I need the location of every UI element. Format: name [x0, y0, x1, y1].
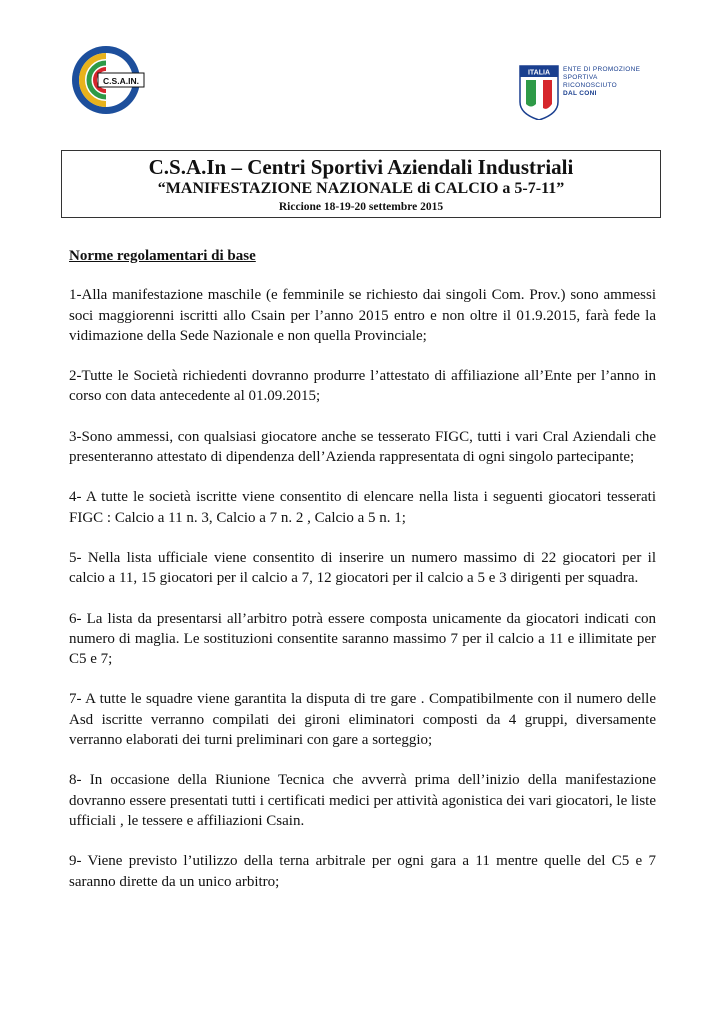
header-box — [61, 150, 661, 218]
rule-paragraph-2: 2-Tutte le Società richiedenti dovranno produrre l’attestato di affiliazione all’Ente per l’anno in corso con data antecedente al 01.09.2015; — [69, 368, 656, 405]
rule-paragraph-4: 4- A tutte le società iscritte viene consentito di elencare nella lista i seguenti giocatori tesserati FIGC : Calcio a 11 n. 3, Calcio a 7 n. 2 , Calcio a 5 n. 1; — [69, 489, 656, 526]
csain-logo-icon — [68, 44, 148, 116]
page-subtitle: “MANIFESTAZIONE NAZIONALE di CALCIO a 5-7-11” — [157, 180, 565, 197]
rules-content — [69, 246, 656, 912]
coni-badge-label: ITALIA — [527, 69, 551, 77]
rule-paragraph-9: 9- Viene previsto l’utilizzo della terna arbitrale per ogni gara a 11 mentre quelle del C5 e 7 saranno dirette da un unico arbitro; — [69, 853, 656, 890]
page-title: C.S.A.In – Centri Sportivi Aziendali Industriali — [148, 155, 574, 179]
rule-paragraph-3: 3-Sono ammessi, con qualsiasi giocatore anche se tesserato FIGC, tutti i vari Cral Aziendali che presenteranno attestato di dipendenza dell’Azienda rappresentata di ogni singolo partecipante; — [69, 428, 656, 466]
csain-logo-text: C.S.A.IN. — [103, 76, 139, 86]
section-heading: Norme regolamentari di base — [69, 248, 256, 264]
coni-line-3: RICONOSCIUTO — [563, 82, 618, 89]
coni-line-4: DAL CONI — [563, 90, 597, 97]
rule-paragraph-7: 7- A tutte le squadre viene garantita la disputa di tre gare . Compatibilmente con il numero delle Asd iscritte verranno compilati dei gironi eliminatori composti da 4 gruppi, diversamente verranno elaborati dei turni preliminari con gare a sorteggio; — [69, 691, 656, 749]
event-date: Riccione 18-19-20 settembre 2015 — [278, 201, 444, 213]
rule-paragraph-1: 1-Alla manifestazione maschile (e femminile se richiesto dai singoli Com. Prov.) sono ammessi soci maggiorenni iscritti allo Csain per l’anno 2015 entro e non oltre il 01.9.2015, farà fede la vidimazione della Sede Nazionale e non quella Provinciale; — [69, 287, 656, 344]
rule-paragraph-8: 8- In occasione della Riunione Tecnica che avverrà prima dell’inizio della manifestazione dovranno essere presentati tutti i certificati medici per attività agonistica dei vari giocatori, le liste ufficiali , le tessere e affiliazioni Csain. — [69, 772, 656, 829]
coni-line-2: SPORTIVA — [563, 74, 598, 81]
coni-recognition-text — [563, 66, 653, 98]
rule-paragraph-5: 5- Nella lista ufficiale viene consentito di inserire un numero massimo di 22 giocatori per il calcio a 11, 15 giocatori per il calcio a 7, 12 giocatori per il calcio a 5 e 3 dirigenti per squadra. — [69, 549, 656, 587]
coni-line-1: ENTE DI PROMOZIONE — [563, 66, 641, 73]
rule-paragraph-6: 6- La lista da presentarsi all’arbitro potrà essere composta unicamente da giocatori indicati con numero di maglia. Le sostituzioni consentite saranno massimo 7 per il calcio a 11 e illimitate per C5 e 7; — [69, 610, 656, 668]
